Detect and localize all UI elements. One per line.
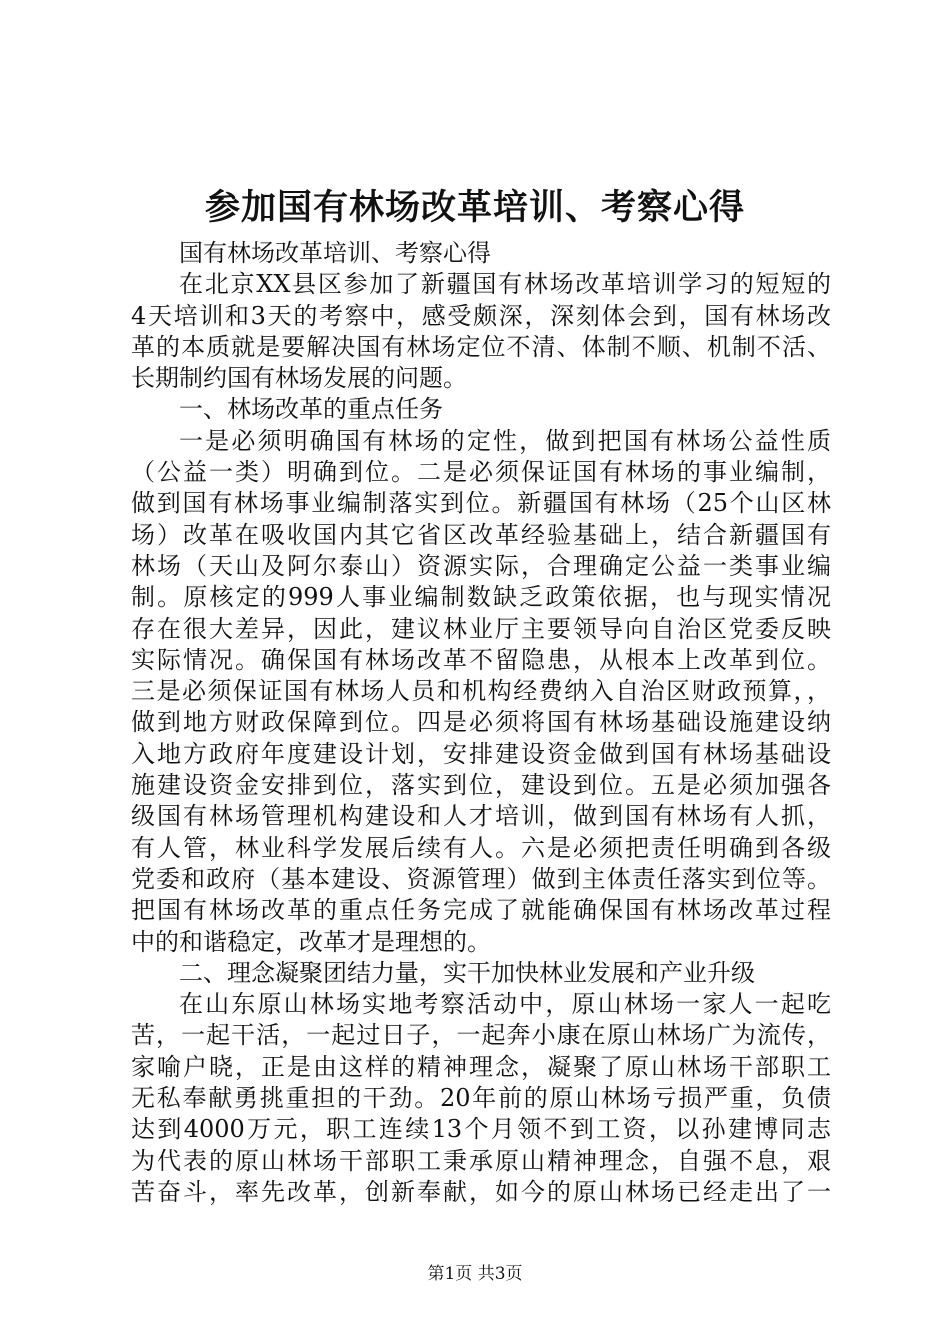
paragraph-line: 三是必须保证国有林场人员和机构经费纳入自治区财政预算，，: [131, 677, 831, 706]
paragraph-line: 做到地方财政保障到位。四是必须将国有林场基础设施建设纳: [131, 708, 831, 737]
paragraph-line: 在山东原山林场实地考察活动中，原山林场一家人一起吃: [179, 990, 831, 1019]
paragraph-line: 家喻户晓，正是由这样的精神理念，凝聚了原山林场干部职工: [131, 1052, 831, 1081]
paragraph-line: 一是必须明确国有林场的定性，做到把国有林场公益性质: [179, 426, 831, 455]
paragraph-line: 入地方政府年度建设计划，安排建设资金做到国有林场基础设: [131, 739, 831, 768]
paragraph-line: 苦奋斗，率先改革，创新奉献，如今的原山林场已经走出了一: [131, 1177, 831, 1206]
paragraph-line: 场）改革在吸收国内其它省区改革经验基础上，结合新疆国有: [131, 520, 831, 549]
paragraph-line: 中的和谐稳定，改革才是理想的。: [131, 927, 491, 956]
paragraph-line: 达到4000万元，职工连续13个月领不到工资，以孙建博同志: [131, 1115, 831, 1144]
paragraph-line: 存在很大差异，因此，建议林业厅主要领导向自治区党委反映: [131, 614, 831, 643]
paragraph-line: 把国有林场改革的重点任务完成了就能确保国有林场改革过程: [131, 896, 831, 925]
section-heading: 二、理念凝聚团结力量，实干加快林业发展和产业升级: [179, 958, 755, 987]
subtitle-line: 国有林场改革培训、考察心得: [179, 239, 491, 267]
paragraph-line: 4天培训和3天的考察中，感受颇深，深刻体会到，国有林场改: [131, 301, 831, 330]
paragraph-line: 级国有林场管理机构建设和人才培训，做到国有林场有人抓，: [131, 802, 831, 831]
paragraph-line: 党委和政府（基本建设、资源管理）做到主体责任落实到位等。: [131, 864, 831, 893]
section-heading: 一、林场改革的重点任务: [179, 395, 443, 424]
paragraph-line: 施建设资金安排到位，落实到位，建设到位。五是必须加强各: [131, 771, 831, 800]
paragraph-line: 实际情况。确保国有林场改革不留隐患，从根本上改革到位。: [131, 645, 831, 674]
paragraph-line: 有人管，林业科学发展后续有人。六是必须把责任明确到各级: [131, 833, 831, 862]
paragraph-line: 长期制约国有林场发展的问题。: [131, 364, 467, 393]
paragraph-line: 做到国有林场事业编制落实到位。新疆国有林场（25个山区林: [131, 489, 831, 518]
paragraph-line: 苦，一起干活，一起过日子，一起奔小康在原山林场广为流传，: [131, 1021, 831, 1050]
paragraph-line: 制。原核定的999人事业编制数缺乏政策依据，也与现实情况: [131, 583, 831, 612]
paragraph-line: （公益一类）明确到位。二是必须保证国有林场的事业编制，: [131, 458, 831, 487]
document-title: 参加国有林场改革培训、考察心得: [204, 187, 745, 228]
paragraph-line: 无私奉献勇挑重担的干劲。20年前的原山林场亏损严重，负债: [131, 1084, 831, 1113]
paragraph-line: 林场（天山及阿尔泰山）资源实际，合理确定公益一类事业编: [131, 551, 831, 580]
paragraph-line: 革的本质就是要解决国有林场定位不清、体制不顺、机制不活、: [131, 332, 831, 361]
document-body: [131, 238, 831, 1208]
paragraph-line: 为代表的原山林场干部职工秉承原山精神理念，自强不息，艰: [131, 1146, 831, 1175]
paragraph-line: 在北京XX县区参加了新疆国有林场改革培训学习的短短的: [179, 270, 831, 299]
page-footer: 第1页 共3页: [427, 1264, 523, 1284]
